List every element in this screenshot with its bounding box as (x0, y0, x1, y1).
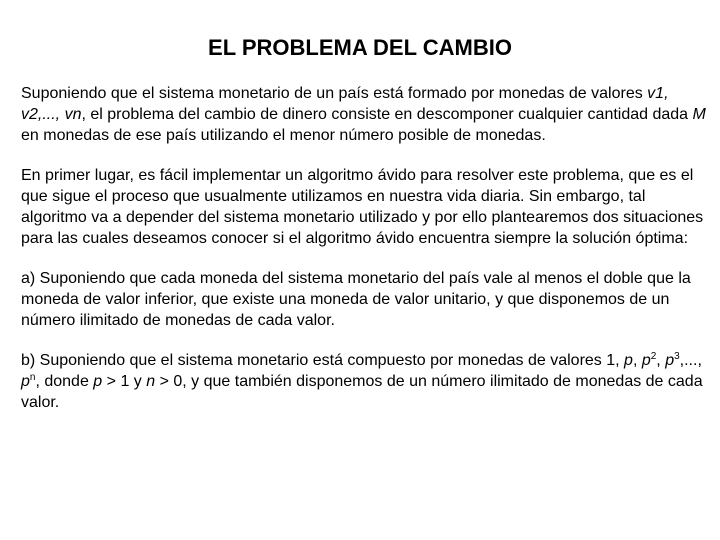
case-b-text-c: > 1 y (102, 373, 147, 390)
paragraph-case-a: a) Suponiendo que cada moneda del sistema monetario del país vale al menos el doble que la moneda de valor inferior, que existe una moneda de valor unitario, y que disponemos de un número ilimitado de monedas de cada valor. (21, 270, 691, 329)
intro-text-c: en monedas de ese país utilizando el menor número posible de monedas. (21, 127, 546, 144)
var-n: n (146, 373, 156, 390)
exponent-3: 3 (674, 351, 680, 362)
paragraph-case-b (21, 350, 711, 413)
paragraph-intro (21, 83, 711, 146)
intro-text-b: , el problema del cambio de dinero consiste en descomponer cualquier cantidad dada (81, 106, 693, 123)
case-b-text-b: , donde (35, 373, 94, 390)
intro-text-a: Suponiendo que el sistema monetario de un país está formado por monedas de valores (21, 85, 648, 102)
coin-values: v1, v2,..., vn (21, 85, 669, 123)
var-p: p (21, 373, 30, 390)
amount-m: M (692, 106, 706, 123)
var-p: p (665, 352, 675, 369)
var-p: p (624, 352, 633, 369)
paragraph-greedy: En primer lugar, es fácil implementar un algoritmo ávido para resolver este problema, que es el que sigue el proceso que usualmente utilizamos en nuestra vida diaria. Sin embargo, tal algoritmo va a depender del sistema monetario utilizado y por ello plantearemos dos situaciones para las cuales deseamos conocer si el algoritmo ávido encuentra siempre la solución óptima: (21, 167, 704, 247)
case-b-text-a: b) Suponiendo que el sistema monetario está compuesto por monedas de valores 1, (21, 352, 625, 369)
body-text (21, 83, 711, 432)
separator: , (656, 352, 666, 369)
page-title: EL PROBLEMA DEL CAMBIO (208, 35, 512, 60)
separator: , (632, 352, 642, 369)
var-p: p (93, 373, 103, 390)
exponent-2: 2 (650, 351, 657, 362)
var-p: p (641, 352, 651, 369)
exponent-n: n (29, 372, 36, 383)
case-b-text-d: > 0, y que también disponemos de un número ilimitado de monedas de cada valor. (21, 373, 703, 411)
separator: ,..., (679, 352, 702, 369)
